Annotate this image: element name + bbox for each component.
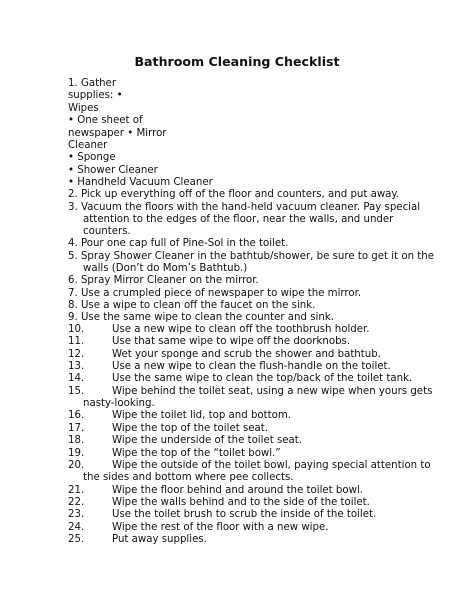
list-item: 9. Use the same wipe to clean the counter and sink.: [68, 312, 334, 323]
list-item: [68, 361, 391, 373]
list-item: [68, 410, 291, 422]
list-item-text: Put away supplies.: [112, 534, 207, 545]
list-item-number: 10.: [68, 324, 85, 335]
item-1-line-4: • One sheet of: [68, 115, 143, 126]
list-item-number: 21.: [68, 485, 85, 496]
list-item: [68, 386, 432, 398]
list-item: [68, 423, 268, 435]
list-item-number: 15.: [68, 386, 85, 397]
list-item-number: 16.: [68, 410, 85, 421]
list-item-number: 14.: [68, 373, 85, 384]
list-item: [68, 373, 412, 385]
list-item-continuation: walls (Don’t do Mom’s Bathtub.): [83, 263, 248, 274]
list-item: 6. Spray Mirror Cleaner on the mirror.: [68, 275, 259, 286]
list-item-text: Wipe behind the toilet seat, using a new wipe when yours gets: [112, 386, 433, 397]
list-item-number: 12.: [68, 349, 85, 360]
list-item-text: Wipe the rest of the floor with a new wipe.: [112, 522, 329, 533]
list-item: • Sponge: [68, 152, 116, 163]
list-item-text: Wipe the walls behind and to the side of the toilet.: [112, 497, 370, 508]
list-item-text: Wipe the toilet lid, top and bottom.: [112, 410, 292, 421]
list-item: 3. Vacuum the floors with the hand-held vacuum cleaner. Pay special: [68, 202, 421, 213]
list-item: [68, 349, 381, 361]
list-item: [68, 509, 376, 521]
list-item-number: 20.: [68, 460, 85, 471]
list-item: [68, 534, 207, 546]
list-item: [68, 497, 370, 509]
list-item-number: 22.: [68, 497, 85, 508]
item-1-line-6: Cleaner: [68, 140, 108, 151]
list-item: [68, 435, 302, 447]
list-item-number: 24.: [68, 522, 85, 533]
list-item-number: 17.: [68, 423, 85, 434]
list-item-number: 23.: [68, 509, 85, 520]
list-item-text: Use the toilet brush to scrub the inside of the toilet.: [112, 509, 377, 520]
list-item-continuation: counters.: [83, 226, 131, 237]
list-item-number: 13.: [68, 361, 85, 372]
list-item-text: Wipe the top of the “toilet bowl.”: [112, 448, 281, 459]
list-item-text: Use the same wipe to clean the top/back of the toilet tank.: [112, 373, 413, 384]
list-item: [68, 460, 431, 472]
item-1-line-1: 1. Gather: [68, 78, 117, 89]
list-item: 4. Pour one cap full of Pine-Sol in the toilet.: [68, 238, 289, 249]
list-item-text: Wipe the outside of the toilet bowl, paying special attention to: [112, 460, 431, 471]
list-item: [68, 336, 350, 348]
list-item-text: Use that same wipe to wipe off the doorknobs.: [112, 336, 351, 347]
list-item: 2. Pick up everything off of the floor and counters, and put away.: [68, 189, 400, 200]
list-item: • Shower Cleaner: [68, 165, 158, 176]
list-item-number: 18.: [68, 435, 85, 446]
list-item: [68, 324, 370, 336]
list-item-text: Use a new wipe to clean off the toothbrush holder.: [112, 324, 370, 335]
list-item-text: Use a new wipe to clean the flush-handle on the toilet.: [112, 361, 391, 372]
list-item-number: 11.: [68, 336, 85, 347]
page-title: Bathroom Cleaning Checklist: [134, 54, 340, 69]
list-item: [68, 485, 363, 497]
list-item-text: Wipe the floor behind and around the toilet bowl.: [112, 485, 364, 496]
list-item-text: Wipe the top of the toilet seat.: [112, 423, 268, 434]
item-1-line-3: Wipes: [68, 103, 99, 114]
list-item: 7. Use a crumpled piece of newspaper to wipe the mirror.: [68, 288, 362, 299]
item-1-line-5: newspaper • Mirror: [68, 128, 167, 139]
list-item-text: Wet your sponge and scrub the shower and bathtub.: [112, 349, 381, 360]
list-item: • Handheld Vacuum Cleaner: [68, 177, 213, 188]
list-item: [68, 448, 281, 460]
list-item-continuation: the sides and bottom where pee collects.: [83, 472, 294, 483]
list-item-continuation: attention to the edges of the floor, near the walls, and under: [83, 214, 394, 225]
list-item-number: 19.: [68, 448, 85, 459]
list-item-number: 25.: [68, 534, 85, 545]
item-1-line-2: supplies: •: [68, 90, 123, 101]
list-item: 5. Spray Shower Cleaner in the bathtub/shower, be sure to get it on the: [68, 251, 434, 262]
list-item-continuation: nasty-looking.: [83, 398, 155, 409]
list-item: [68, 522, 328, 534]
list-item-text: Wipe the underside of the toilet seat.: [112, 435, 303, 446]
list-item: 8. Use a wipe to clean off the faucet on the sink.: [68, 300, 316, 311]
